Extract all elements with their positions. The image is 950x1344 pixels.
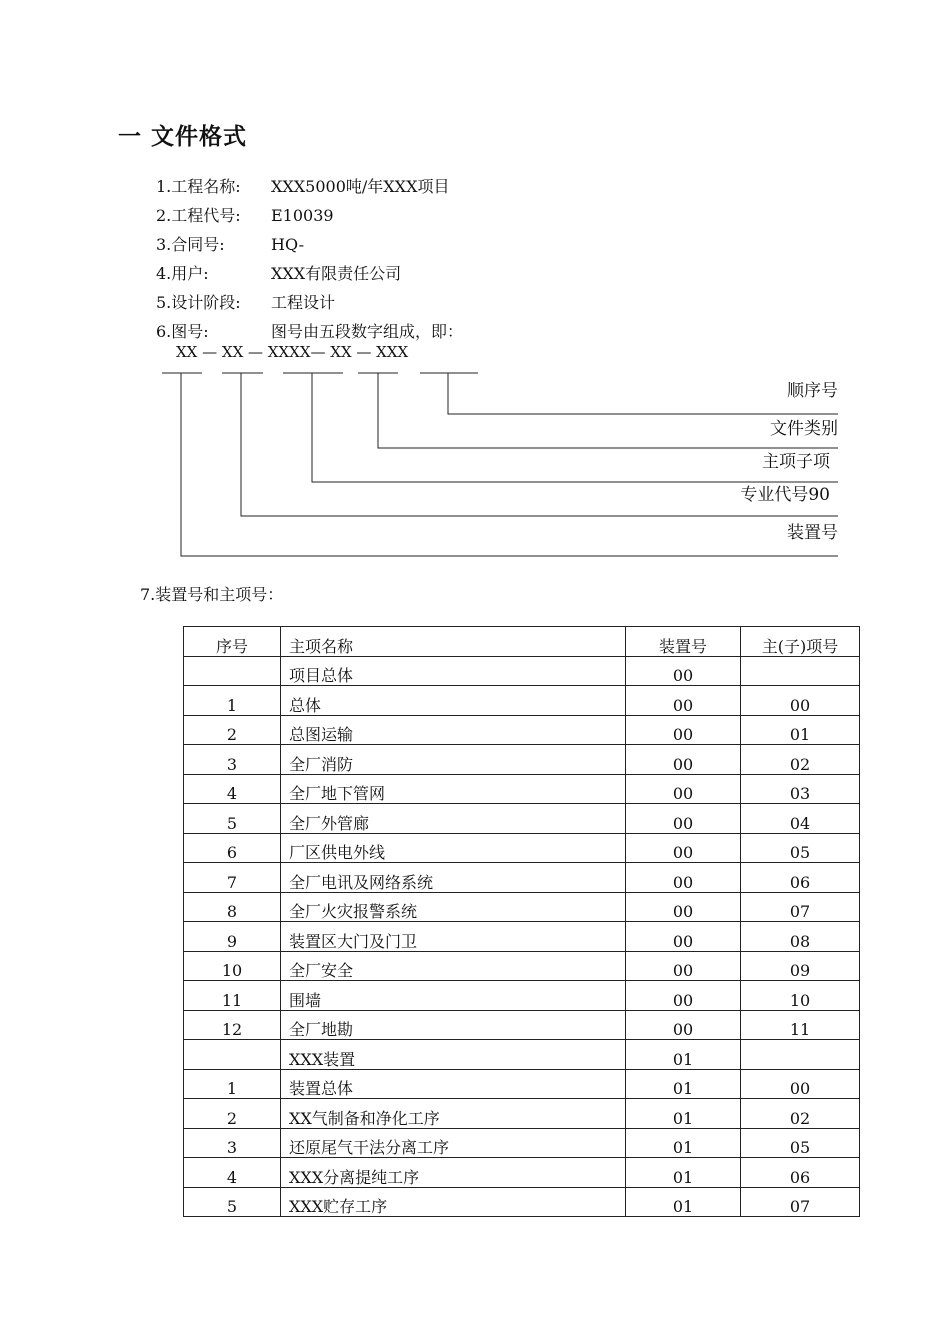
table-cell: 08 xyxy=(741,922,860,952)
table-cell: 全厂地下管网 xyxy=(281,774,626,804)
table-cell: 12 xyxy=(184,1010,281,1040)
table-row xyxy=(184,1128,860,1158)
table-cell: 5 xyxy=(184,1187,281,1217)
drawing-number-pattern: XX — XX — XXXX— XX — XXX xyxy=(176,343,409,361)
table-row xyxy=(184,774,860,804)
table-cell: 总图运输 xyxy=(281,715,626,745)
table-cell: 4 xyxy=(184,774,281,804)
table-row xyxy=(184,922,860,952)
table-cell: 07 xyxy=(741,892,860,922)
table-cell: 00 xyxy=(626,1010,741,1040)
table-cell: XX气制备和净化工序 xyxy=(281,1099,626,1129)
table-cell: 00 xyxy=(626,833,741,863)
segment-label-sub-item: 主项子项 xyxy=(762,452,830,472)
table-cell: 4 xyxy=(184,1158,281,1188)
table-cell: 00 xyxy=(626,715,741,745)
table-cell xyxy=(741,656,860,686)
table-row xyxy=(184,981,860,1011)
segment-label-unit: 装置号 xyxy=(787,523,838,543)
table-cell: 3 xyxy=(184,1128,281,1158)
table-cell: 00 xyxy=(626,863,741,893)
info-value: XXX有限责任公司 xyxy=(271,264,402,283)
table-cell: 全厂火灾报警系统 xyxy=(281,892,626,922)
table-cell: 2 xyxy=(184,715,281,745)
table-cell: 11 xyxy=(741,1010,860,1040)
table-cell: 装置总体 xyxy=(281,1069,626,1099)
table-cell xyxy=(184,656,281,686)
table-row xyxy=(184,656,860,686)
table-row xyxy=(184,745,860,775)
table-cell: 1 xyxy=(184,686,281,716)
table-cell: 装置区大门及门卫 xyxy=(281,922,626,952)
table-cell: 00 xyxy=(626,951,741,981)
table-cell: 项目总体 xyxy=(281,656,626,686)
table-cell: 1 xyxy=(184,1069,281,1099)
table-cell: XXX装置 xyxy=(281,1040,626,1070)
column-header: 装置号 xyxy=(626,627,741,657)
table-cell: 01 xyxy=(626,1158,741,1188)
info-value: XXX5000吨/年XXX项目 xyxy=(271,177,450,196)
table-cell: 3 xyxy=(184,745,281,775)
table-cell: 00 xyxy=(741,686,860,716)
table-cell: 07 xyxy=(741,1187,860,1217)
leader-line-file-type xyxy=(378,373,838,448)
table-cell: 00 xyxy=(626,892,741,922)
leader-line-unit xyxy=(181,373,838,556)
table-cell: 00 xyxy=(626,774,741,804)
segment-label-sequence: 顺序号 xyxy=(787,381,838,401)
table-header-row xyxy=(184,627,860,657)
table-row xyxy=(184,892,860,922)
table-row xyxy=(184,833,860,863)
table-row xyxy=(184,1158,860,1188)
info-value: E10039 xyxy=(271,206,334,225)
table-row xyxy=(184,1099,860,1129)
table-cell: 01 xyxy=(626,1099,741,1129)
section-7-title: 7.装置号和主项号： xyxy=(140,585,284,604)
leader-line-sub-item xyxy=(312,373,838,482)
table-cell: 厂区供电外线 xyxy=(281,833,626,863)
table-row xyxy=(184,1040,860,1070)
info-label: 6.图号: xyxy=(156,322,209,341)
table-cell: 00 xyxy=(626,804,741,834)
segment-label-file-type: 文件类别 xyxy=(770,419,838,439)
column-header: 主项名称 xyxy=(281,627,626,657)
table-cell: 全厂消防 xyxy=(281,745,626,775)
unit-item-table xyxy=(183,626,860,1217)
table-cell: 05 xyxy=(741,1128,860,1158)
table-row xyxy=(184,1187,860,1217)
table-cell: 06 xyxy=(741,1158,860,1188)
table-cell xyxy=(184,1040,281,1070)
table-cell: 01 xyxy=(626,1187,741,1217)
table-cell: 09 xyxy=(741,951,860,981)
info-value: 图号由五段数字组成，即： xyxy=(271,322,464,341)
table-cell: 6 xyxy=(184,833,281,863)
table-cell: 05 xyxy=(741,833,860,863)
info-label: 1.工程名称: xyxy=(156,177,241,196)
table-cell: 9 xyxy=(184,922,281,952)
table-cell: 00 xyxy=(626,686,741,716)
table-cell: 03 xyxy=(741,774,860,804)
table-cell: 全厂电讯及网络系统 xyxy=(281,863,626,893)
table-cell: 00 xyxy=(741,1069,860,1099)
table-cell: 01 xyxy=(626,1040,741,1070)
table-row xyxy=(184,1010,860,1040)
table-cell: 02 xyxy=(741,745,860,775)
table-cell: 10 xyxy=(741,981,860,1011)
table-cell: 5 xyxy=(184,804,281,834)
info-value: HQ- xyxy=(271,235,305,254)
segment-label-discipline: 专业代号90 xyxy=(740,485,830,505)
column-header: 序号 xyxy=(184,627,281,657)
table-row xyxy=(184,951,860,981)
table-row xyxy=(184,804,860,834)
table-cell: 11 xyxy=(184,981,281,1011)
table-row xyxy=(184,715,860,745)
table-cell: 2 xyxy=(184,1099,281,1129)
table-cell: 7 xyxy=(184,863,281,893)
table-cell: 01 xyxy=(626,1128,741,1158)
table-cell: 全厂安全 xyxy=(281,951,626,981)
table-row xyxy=(184,686,860,716)
page-title: 一 文件格式 xyxy=(118,124,248,150)
table-row xyxy=(184,863,860,893)
info-label: 4.用户: xyxy=(156,264,209,283)
table-cell: 01 xyxy=(626,1069,741,1099)
table-cell: 02 xyxy=(741,1099,860,1129)
info-label: 3.合同号: xyxy=(156,235,225,254)
column-header: 主(子)项号 xyxy=(741,627,860,657)
table-cell xyxy=(741,1040,860,1070)
table-cell: XXX分离提纯工序 xyxy=(281,1158,626,1188)
drawing-number-diagram xyxy=(0,0,950,580)
table-cell: 00 xyxy=(626,981,741,1011)
table-cell: 总体 xyxy=(281,686,626,716)
info-label: 5.设计阶段: xyxy=(156,293,241,312)
table-row xyxy=(184,1069,860,1099)
info-label: 2.工程代号: xyxy=(156,206,241,225)
table-cell: 全厂地勘 xyxy=(281,1010,626,1040)
table-cell: 全厂外管廊 xyxy=(281,804,626,834)
table-cell: 10 xyxy=(184,951,281,981)
table-cell: XXX贮存工序 xyxy=(281,1187,626,1217)
leader-line-sequence xyxy=(448,373,838,414)
table-cell: 04 xyxy=(741,804,860,834)
info-value: 工程设计 xyxy=(271,293,336,312)
table-cell: 00 xyxy=(626,745,741,775)
table-cell: 01 xyxy=(741,715,860,745)
table-cell: 8 xyxy=(184,892,281,922)
table-cell: 围墙 xyxy=(281,981,626,1011)
table-cell: 00 xyxy=(626,656,741,686)
table-cell: 还原尾气干法分离工序 xyxy=(281,1128,626,1158)
table-cell: 00 xyxy=(626,922,741,952)
table-cell: 06 xyxy=(741,863,860,893)
